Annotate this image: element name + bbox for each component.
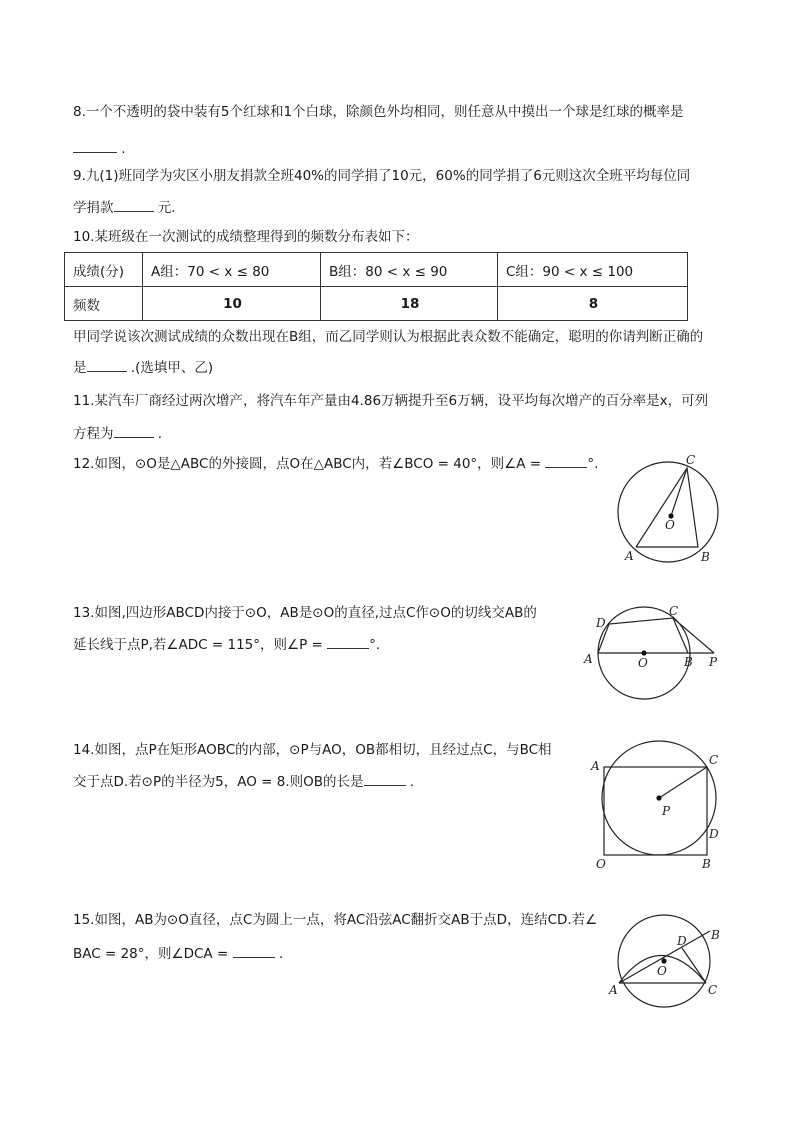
label-b: B — [701, 550, 710, 564]
q10-line4: 是 .(选填甲、乙) — [73, 357, 213, 378]
q15-line1: 15.如图，AB为⊙O直径，点C为圆上一点，将AC沿弦AC翻折交AB于点D，连结CD.若∠ — [73, 912, 598, 928]
label-d: D — [677, 934, 687, 948]
triangle-abc — [636, 468, 698, 547]
q10-line3: 甲同学说该次测试成绩的众数出现在B组，而乙同学则认为根据此表众数不能确定，聪明的你请判断正确的 — [73, 329, 704, 345]
label-c: C — [669, 604, 679, 618]
label-d: D — [709, 827, 719, 841]
q13-line1: 13.如图,四边形ABCD内接于⊙O，AB是⊙O的直径,过点C作⊙O的切线交AB的 — [73, 605, 537, 621]
q8-line1: 8.一个不透明的袋中装有5个红球和1个白球，除颜色外均相同，则任意从中摸出一个球是红球的概率是 — [73, 104, 684, 120]
label-c: C — [709, 753, 719, 767]
q15-line2: BAC = 28°，则∠DCA = . — [73, 943, 283, 964]
label-a: A — [609, 983, 618, 997]
q13-line2: 延长线于点P,若∠ADC = 115°，则∠P = °. — [73, 634, 380, 655]
label-d: D — [596, 616, 606, 630]
q14-answer-blank[interactable] — [364, 771, 406, 786]
q15-answer-blank[interactable] — [233, 943, 275, 958]
table-cell: 8 — [498, 287, 688, 321]
q9-line1: 9.九(1)班同学为灾区小朋友捐款全班40%的同学捐了10元，60%的同学捐了6元则这次全班平均每位同 — [73, 168, 691, 184]
table-header-cell: 成绩(分) — [65, 253, 143, 287]
label-a: A — [625, 549, 634, 563]
q8-answer-blank[interactable] — [73, 138, 117, 153]
label-o: O — [596, 857, 606, 871]
label-c: C — [708, 983, 718, 997]
q9-line2: 学捐款 元. — [73, 197, 176, 218]
label-p: P — [662, 804, 671, 818]
label-b: B — [684, 655, 693, 669]
q12-text: 12.如图，⊙O是△ABC的外接圆，点O在△ABC内，若∠BCO = 40°，则∠A = °. — [73, 453, 598, 474]
q12-figure — [605, 450, 725, 570]
q13-figure — [580, 605, 720, 705]
label-a: A — [584, 652, 593, 666]
table-row — [65, 287, 688, 321]
table-header-cell: B组：80 < x ≤ 90 — [321, 253, 498, 287]
q14-line1: 14.如图，点P在矩形AOBC的内部，⊙P与AO，OB都相切，且经过点C，与BC相 — [73, 742, 552, 758]
table-cell: 10 — [143, 287, 321, 321]
label-a: A — [591, 759, 600, 773]
center-dot — [656, 795, 661, 800]
table-row-label: 频数 — [65, 287, 143, 321]
label-c: C — [686, 453, 696, 467]
q14-figure — [585, 740, 735, 880]
q10-answer-blank[interactable] — [87, 357, 127, 372]
label-b: B — [711, 928, 720, 942]
rectangle-aobc — [604, 767, 707, 855]
q9-answer-blank[interactable] — [114, 197, 154, 212]
table-row — [65, 253, 688, 287]
q8-line2: . — [73, 138, 126, 159]
label-o: O — [665, 518, 675, 532]
q15-figure — [605, 910, 735, 1010]
quad-abcd — [598, 618, 688, 653]
q14-line2: 交于点D.若⊙P的半径为5，AO = 8.则OB的长是 . — [73, 771, 414, 792]
radius-pc — [659, 767, 707, 798]
label-o: O — [657, 964, 667, 978]
table-cell: 18 — [321, 287, 498, 321]
q11-answer-blank[interactable] — [114, 423, 154, 438]
q11-line1: 11.某汽车厂商经过两次增产，将汽车年产量由4.86万辆提升至6万辆，设平均每次增产的百分率是x，可列 — [73, 393, 709, 409]
label-b: B — [702, 857, 711, 871]
q13-answer-blank[interactable] — [327, 634, 369, 649]
q10-intro: 10.某班级在一次测试的成绩整理得到的频数分布表如下： — [73, 229, 419, 245]
label-p: P — [709, 655, 718, 669]
table-header-cell: A组：70 < x ≤ 80 — [143, 253, 321, 287]
segment-cd — [682, 948, 706, 983]
segment-co — [671, 468, 687, 516]
q11-line2: 方程为 . — [73, 423, 162, 444]
frequency-table — [64, 252, 688, 321]
table-header-cell: C组：90 < x ≤ 100 — [498, 253, 688, 287]
q12-answer-blank[interactable] — [545, 453, 587, 468]
tangent-cp — [673, 618, 714, 653]
label-o: O — [638, 656, 648, 670]
center-dot — [661, 958, 666, 963]
center-dot — [641, 650, 646, 655]
